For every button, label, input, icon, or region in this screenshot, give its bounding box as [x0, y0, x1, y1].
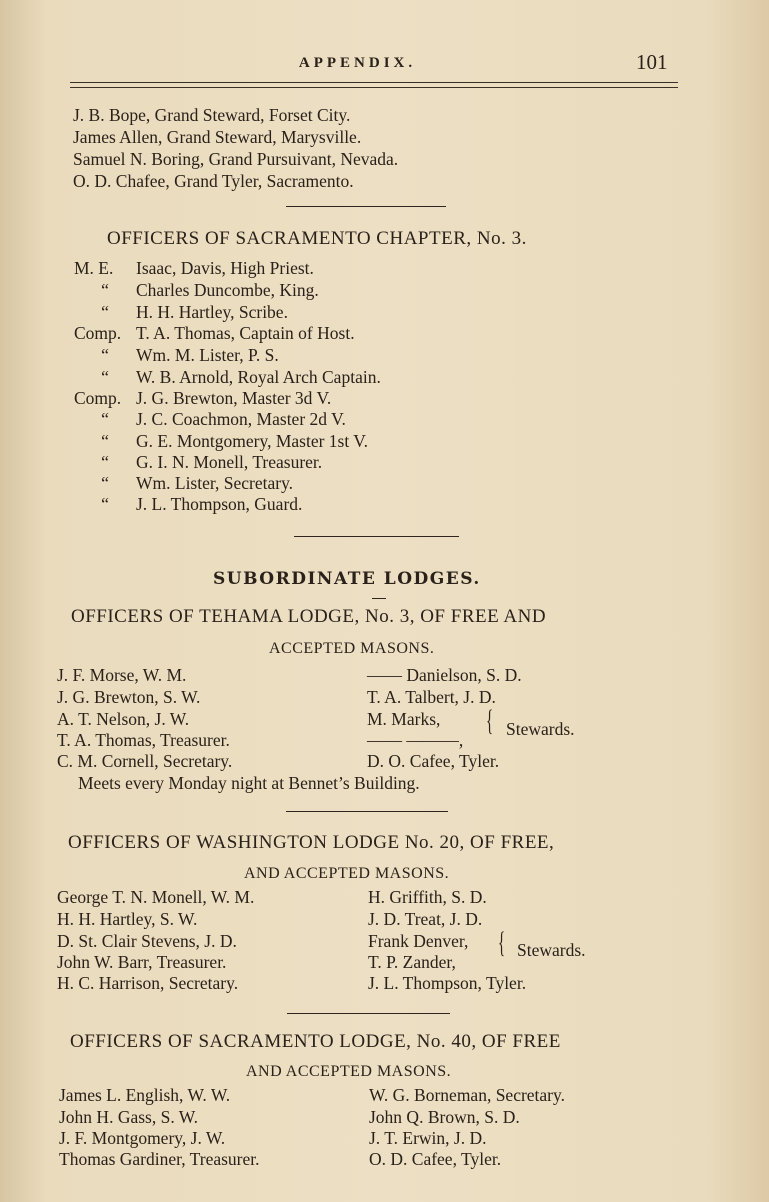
washington-subheading: AND ACCEPTED MASONS. [244, 865, 450, 882]
officer-text: G. E. Montgomery, Master 1st V. [136, 431, 369, 451]
page-number: 101 [636, 50, 668, 74]
ditto-mark: “ [101, 409, 109, 429]
officer-text: H. H. Hartley, Scribe. [136, 302, 288, 322]
title-prefix: Comp. [74, 323, 122, 343]
brace-glyph: { [498, 926, 506, 959]
sacramento-officer: J. F. Montgomery, J. W. [59, 1128, 226, 1148]
section-divider [286, 206, 446, 207]
officer-text: W. B. Arnold, Royal Arch Captain. [136, 367, 381, 387]
sacramento-officer: Thomas Gardiner, Treasurer. [59, 1149, 260, 1169]
stewards-label: Stewards. [517, 940, 586, 960]
washington-officer: Frank Denver, [368, 931, 469, 951]
chapter-line [74, 493, 302, 515]
officer-text: J. L. Thompson, Guard. [136, 494, 303, 514]
officer-text: Isaac, Davis, High Priest. [136, 258, 314, 278]
ditto-mark: “ [101, 367, 109, 387]
sacramento-lodge-subheading: AND ACCEPTED MASONS. [246, 1063, 452, 1080]
section-divider [294, 536, 459, 537]
washington-officer: H. H. Hartley, S. W. [57, 909, 198, 929]
brace-glyph: { [486, 704, 494, 737]
sacramento-officer: James L. English, W. W. [59, 1085, 231, 1105]
sacramento-officer: John H. Gass, S. W. [59, 1107, 199, 1127]
chapter-line [74, 387, 331, 409]
subordinate-lodges-heading: SUBORDINATE LODGES. [213, 569, 481, 589]
grand-officer-line: Samuel N. Boring, Grand Pursuivant, Nevada. [73, 149, 399, 169]
ditto-mark: “ [101, 431, 109, 451]
ditto-mark: “ [101, 345, 109, 365]
tehama-heading: OFFICERS OF TEHAMA LODGE, No. 3, OF FREE AND [71, 606, 547, 627]
chapter-line [74, 301, 288, 323]
sacramento-officer: John Q. Brown, S. D. [369, 1107, 520, 1127]
washington-officer: George T. N. Monell, W. M. [57, 887, 255, 907]
officer-text: Charles Duncombe, King. [136, 280, 319, 300]
tehama-officer: T. A. Thomas, Treasurer. [57, 730, 230, 750]
chapter-line [74, 408, 346, 430]
chapter-line [74, 257, 314, 279]
section-divider [287, 1013, 450, 1014]
officer-text: T. A. Thomas, Captain of Host. [136, 323, 355, 343]
washington-officer: H. Griffith, S. D. [368, 887, 487, 907]
washington-officer: J. D. Treat, J. D. [368, 909, 483, 929]
grand-officer-line: O. D. Chafee, Grand Tyler, Sacramento. [73, 171, 354, 191]
small-divider [372, 598, 386, 599]
officer-text: Wm. Lister, Secretary. [136, 473, 294, 493]
tehama-officer: —— ———, [367, 730, 464, 750]
title-prefix: M. E. [74, 258, 114, 278]
ditto-mark: “ [101, 473, 109, 493]
officer-text: J. C. Coachmon, Master 2d V. [136, 409, 346, 429]
tehama-officer: J. G. Brewton, S. W. [57, 687, 201, 707]
chapter-line [74, 472, 293, 494]
tehama-subheading: ACCEPTED MASONS. [269, 640, 435, 657]
tehama-officer: D. O. Cafee, Tyler. [367, 751, 500, 771]
grand-officer-line: J. B. Bope, Grand Steward, Forset City. [73, 105, 351, 125]
sacramento-officer: J. T. Erwin, J. D. [369, 1128, 487, 1148]
tehama-officer: T. A. Talbert, J. D. [367, 687, 496, 707]
chapter-line [74, 451, 322, 473]
header-rule [70, 82, 678, 88]
officer-text: Wm. M. Lister, P. S. [136, 345, 279, 365]
ditto-mark: “ [101, 280, 109, 300]
washington-officer: T. P. Zander, [368, 952, 456, 972]
washington-officer: D. St. Clair Stevens, J. D. [57, 931, 237, 951]
meeting-note: Meets every Monday night at Bennet’s Building. [78, 773, 420, 793]
washington-officer: John W. Barr, Treasurer. [57, 952, 227, 972]
chapter-line [74, 344, 279, 366]
chapter-heading: OFFICERS OF SACRAMENTO CHAPTER, No. 3. [107, 228, 527, 249]
sacramento-officer: O. D. Cafee, Tyler. [369, 1149, 502, 1169]
title-prefix: Comp. [74, 388, 122, 408]
officer-text: J. G. Brewton, Master 3d V. [136, 388, 332, 408]
sacramento-officer: W. G. Borneman, Secretary. [369, 1085, 566, 1105]
washington-officer: J. L. Thompson, Tyler. [368, 973, 527, 993]
section-divider [286, 811, 448, 812]
tehama-officer: M. Marks, [367, 709, 441, 729]
chapter-line [74, 322, 355, 344]
ditto-mark: “ [101, 452, 109, 472]
tehama-officer: C. M. Cornell, Secretary. [57, 751, 233, 771]
ditto-mark: “ [101, 494, 109, 514]
tehama-officer: A. T. Nelson, J. W. [57, 709, 190, 729]
washington-officer: H. C. Harrison, Secretary. [57, 973, 239, 993]
stewards-label: Stewards. [506, 719, 575, 739]
tehama-officer: —— Danielson, S. D. [367, 665, 522, 685]
sacramento-lodge-heading: OFFICERS OF SACRAMENTO LODGE, No. 40, OF FREE [70, 1031, 561, 1052]
officer-text: G. I. N. Monell, Treasurer. [136, 452, 323, 472]
ditto-mark: “ [101, 302, 109, 322]
chapter-line [74, 430, 368, 452]
washington-heading: OFFICERS OF WASHINGTON LODGE No. 20, OF FREE, [68, 832, 555, 853]
chapter-line [74, 279, 319, 301]
chapter-line [74, 366, 381, 388]
tehama-officer: J. F. Morse, W. M. [57, 665, 187, 685]
running-header: APPENDIX. [298, 55, 417, 71]
grand-officer-line: James Allen, Grand Steward, Marysville. [73, 127, 362, 147]
